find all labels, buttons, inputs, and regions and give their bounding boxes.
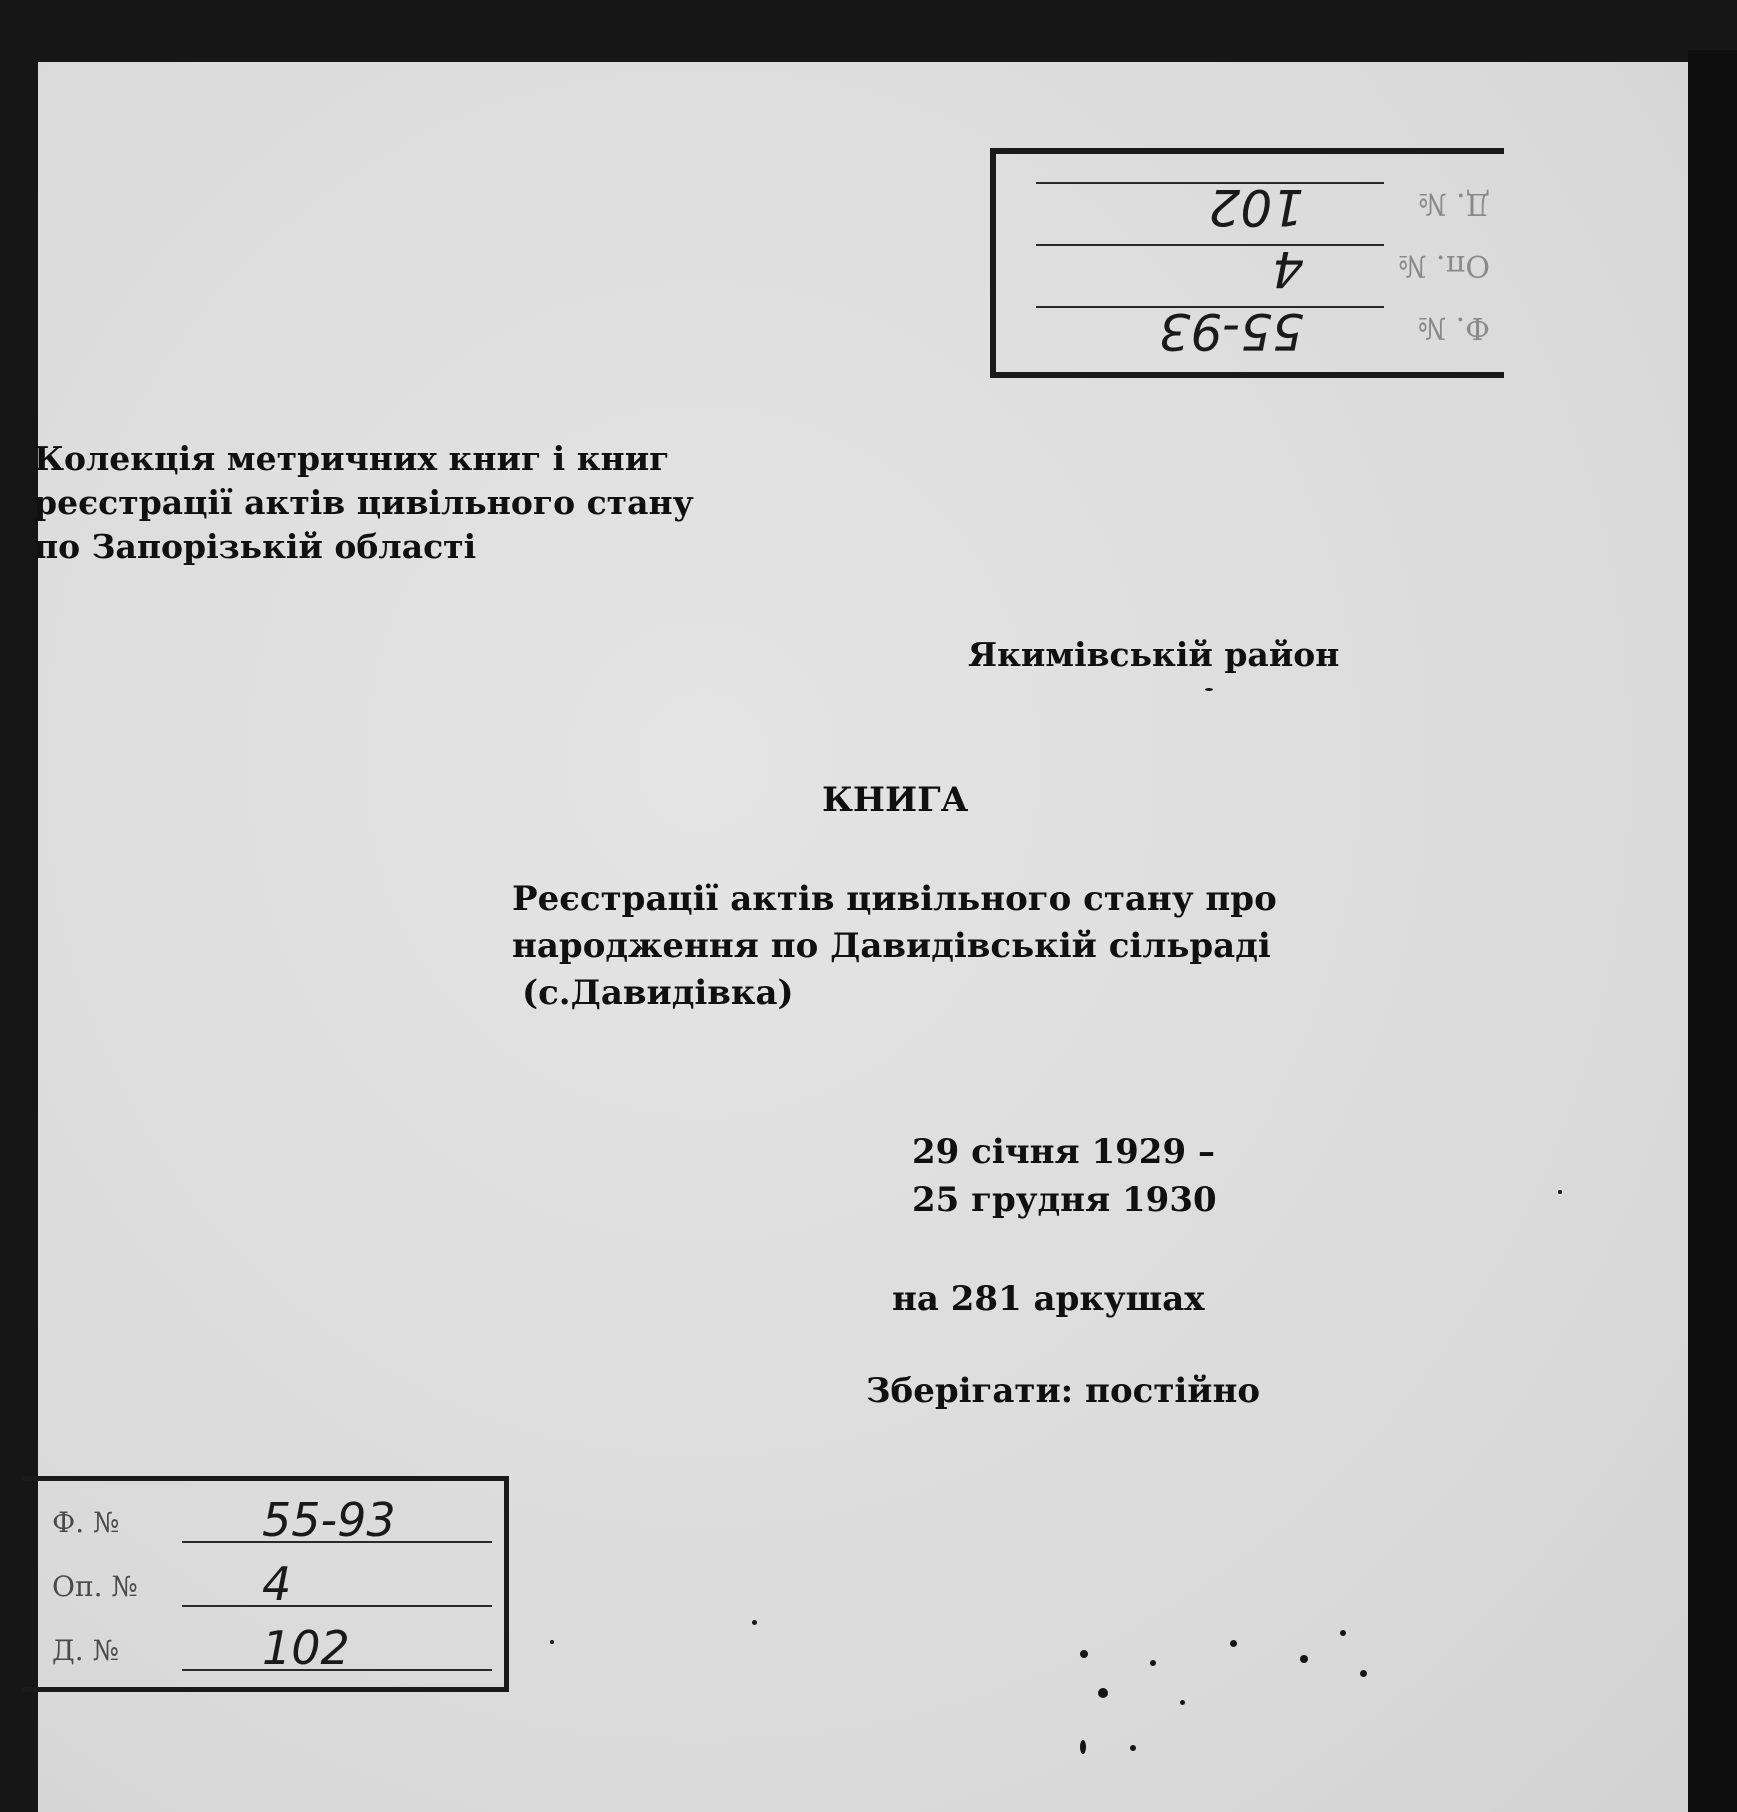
collection-line: Колекція метричних книг і книг	[34, 439, 670, 478]
date-end: 25 грудня 1930	[912, 1180, 1217, 1220]
speck	[1205, 688, 1213, 691]
archive-stamp-bottom	[22, 1476, 509, 1692]
stamp-row-opys	[22, 1551, 504, 1615]
stamp-line	[182, 1605, 492, 1607]
stamp-value-fond: 55-93	[262, 1493, 396, 1547]
speck	[1098, 1688, 1108, 1698]
date-range	[912, 1128, 1217, 1224]
stamp-line	[1036, 182, 1384, 184]
speck	[1180, 1700, 1185, 1705]
speck	[1080, 1740, 1086, 1754]
collection-header	[34, 437, 694, 569]
book-title: КНИГА	[822, 780, 969, 820]
speck	[752, 1620, 757, 1625]
collection-line: реєстрації актів цивільного стану	[34, 483, 694, 522]
stamp-value-opys: 4	[262, 1557, 292, 1611]
subject-line: Реєстрації актів цивільного стану про	[512, 879, 1277, 919]
speck	[1150, 1660, 1156, 1666]
storage-term: Зберігати: постійно	[866, 1371, 1261, 1411]
district-name: Якимівській район	[968, 635, 1340, 674]
stamp-value-sprava: 102	[262, 1621, 350, 1675]
stamp-label-sprava: Д. №	[1418, 186, 1490, 221]
stamp-row-opys	[996, 236, 1504, 296]
subject-line: (с.Давидівка)	[522, 973, 794, 1013]
speck	[1230, 1640, 1237, 1647]
stamp-row-fond	[22, 1487, 504, 1551]
stamp-row-sprava	[22, 1615, 504, 1679]
stamp-label-fond: Ф. №	[52, 1506, 120, 1539]
stamp-line	[1036, 244, 1384, 246]
date-start: 29 січня 1929 –	[912, 1132, 1215, 1172]
stamp-value-opys: 4	[1272, 240, 1304, 298]
stamp-line	[1036, 306, 1384, 308]
subject-line: народження по Давидівській сільраді	[512, 926, 1271, 966]
stamp-label-opys: Оп. №	[52, 1570, 138, 1603]
speck	[1300, 1655, 1308, 1663]
stamp-row-fond	[996, 298, 1504, 358]
sheet-count: на 281 аркушах	[892, 1279, 1205, 1319]
scan-border	[1688, 50, 1737, 1812]
speck	[1080, 1650, 1088, 1658]
speck	[1558, 1190, 1562, 1194]
stamp-value-sprava: 102	[1208, 178, 1304, 236]
book-subject	[512, 876, 1277, 1017]
archive-stamp-top	[990, 148, 1504, 378]
stamp-label-sprava: Д. №	[52, 1634, 120, 1667]
stamp-value-fond: 55-93	[1158, 302, 1304, 360]
stamp-row-sprava	[996, 174, 1504, 234]
stamp-line	[182, 1669, 492, 1671]
collection-line: по Запорізькій області	[34, 527, 477, 566]
stamp-line	[182, 1541, 492, 1543]
stamp-label-fond: Ф. №	[1417, 310, 1490, 345]
stamp-label-opys: Оп. №	[1397, 248, 1490, 283]
speck	[1340, 1630, 1346, 1636]
speck	[1360, 1670, 1367, 1677]
speck	[1130, 1745, 1136, 1751]
speck	[550, 1640, 554, 1644]
